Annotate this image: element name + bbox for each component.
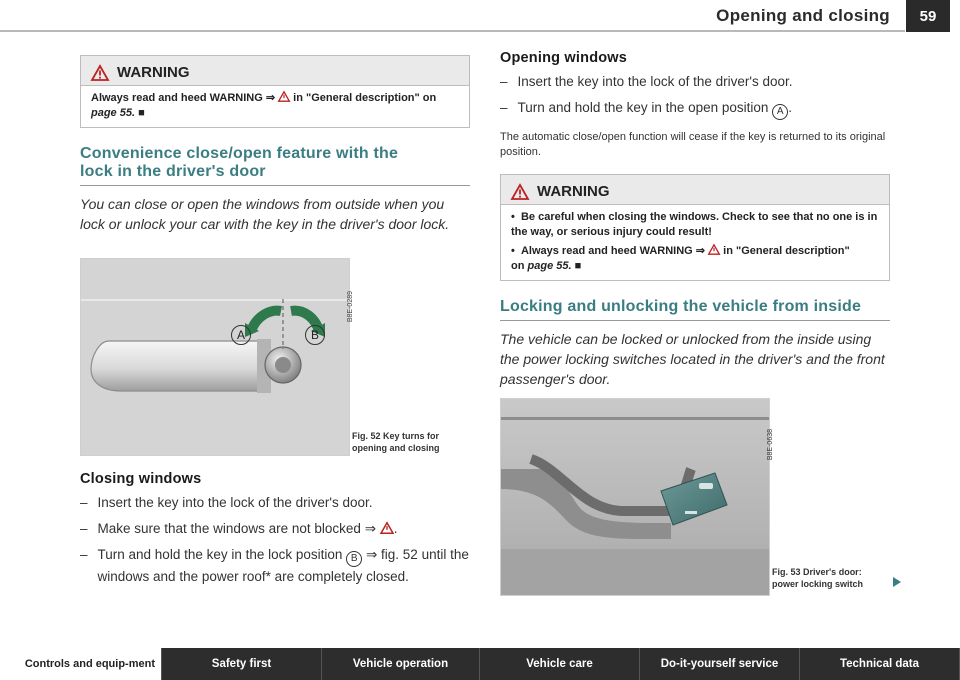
arrow-right-icon: ⇒	[365, 547, 378, 562]
footer-navigation	[0, 648, 960, 680]
warning-header	[501, 175, 889, 204]
warning-triangle-icon	[511, 184, 529, 200]
list-item	[80, 545, 470, 587]
step-text: Insert the key into the lock of the driver's door.	[517, 74, 793, 89]
figure-53-caption	[772, 566, 880, 590]
warning-box-2	[500, 174, 890, 281]
end-of-section-icon: ■	[574, 260, 582, 272]
caption-text: Key turns for opening and closing	[352, 431, 440, 453]
section-closing-windows	[80, 471, 470, 587]
warning-triangle-icon	[380, 522, 394, 534]
section-convenience	[80, 145, 470, 234]
figure-reference-link[interactable]: fig. 52	[381, 547, 418, 562]
subsection-title: Opening windows	[500, 50, 628, 66]
figure-52-image	[80, 258, 354, 456]
list-item: – Make sure that the windows are not blocked ⇒ .	[80, 519, 470, 539]
list-item: – Turn and hold the key in the open position A .	[500, 98, 890, 120]
step-text: Make sure that the windows are not blocked	[97, 521, 361, 536]
fig-label-a: A	[231, 325, 251, 345]
warning-text	[501, 204, 889, 280]
warning-bullet: • Always read and heed WARNING ⇒ in "General description" on page 55. ■	[511, 245, 850, 272]
tab-controls-equipment[interactable]: Controls and equip-ment	[0, 648, 162, 680]
list-item	[500, 72, 890, 92]
dash-bullet: –	[500, 100, 508, 115]
continue-arrow-icon	[892, 575, 902, 593]
opening-note: The automatic close/open function will cease if the key is returned to its original position.	[500, 131, 886, 158]
fig-label-b: B	[305, 325, 325, 345]
warning-bullet: • Be careful when closing the windows. Check to see that no one is in the way, or serious injury could result!	[511, 211, 878, 238]
door-handle-illustration	[81, 259, 349, 455]
section-rule	[500, 320, 890, 321]
warning-triangle-icon	[708, 244, 720, 255]
step-text: Insert the key into the lock of the driver's door.	[97, 495, 373, 510]
step-text: Turn and hold the key in the lock position	[97, 547, 343, 562]
dash-bullet: –	[80, 495, 88, 510]
tab-vehicle-operation[interactable]: Vehicle operation	[322, 648, 480, 680]
figure-53-image	[500, 398, 774, 596]
position-a-icon: A	[772, 104, 788, 120]
arrow-right-icon: ⇒	[265, 92, 276, 104]
dash-bullet: –	[80, 547, 88, 562]
caption-text: Driver's door: power locking switch	[772, 567, 864, 589]
warning-text-part: in "General description" on	[293, 92, 437, 104]
warning-triangle-icon	[278, 91, 290, 102]
warning-triangle-icon	[91, 65, 109, 81]
section-intro: You can close or open the windows from outside when you lock or unlock your car with the key in the driver's door lock.	[80, 196, 450, 232]
subsection-title: Closing windows	[80, 471, 202, 487]
tab-vehicle-care[interactable]: Vehicle care	[480, 648, 640, 680]
end-of-section-icon: ■	[138, 107, 145, 119]
step-text: Turn and hold the key in the open position	[517, 100, 769, 115]
arrow-right-icon: ⇒	[695, 245, 706, 257]
figure-52-caption	[352, 430, 460, 454]
section-opening-windows	[500, 50, 890, 160]
page-number: 59	[906, 0, 950, 32]
warning-bullet-text: Always read and heed WARNING	[520, 245, 693, 257]
page-reference-link[interactable]: page 55.	[91, 107, 136, 119]
section-title-line: lock in the driver's door	[80, 163, 266, 180]
door-switch-illustration	[501, 399, 769, 595]
warning-bullet-text: in "General description"	[723, 245, 850, 257]
section-title: Locking and unlocking the vehicle from inside	[500, 298, 862, 315]
list-item	[80, 493, 470, 513]
dash-bullet: –	[500, 74, 508, 89]
tab-do-it-yourself[interactable]: Do-it-yourself service	[640, 648, 800, 680]
section-title	[80, 145, 470, 181]
step-text: until the windows and the power roof* are completely closed.	[97, 547, 469, 584]
section-title-line: Convenience close/open feature with the	[80, 145, 399, 162]
figure-code: B8E-0638	[767, 429, 774, 461]
warning-box-1	[80, 55, 470, 128]
closing-steps	[80, 493, 470, 587]
warning-text	[81, 85, 469, 127]
warning-label: WARNING	[117, 64, 190, 81]
warning-bullet-text: Be careful when closing the windows. Check to see that no one is in the way, or serious injury could result!	[511, 211, 878, 238]
section-rule	[80, 185, 470, 186]
page-reference-link[interactable]: page 55.	[527, 260, 572, 272]
section-locking	[500, 298, 890, 389]
tab-safety-first[interactable]: Safety first	[162, 648, 322, 680]
header-rule	[0, 30, 905, 32]
dash-bullet: –	[80, 521, 88, 536]
warning-label: WARNING	[537, 183, 610, 200]
caption-number: Fig. 53	[772, 567, 801, 577]
page-header-title: Opening and closing	[716, 6, 890, 25]
warning-bullet-text: on	[511, 260, 525, 272]
arrow-right-icon: ⇒	[364, 521, 376, 536]
warning-text-part: Always read and heed WARNING	[91, 92, 263, 104]
tab-technical-data[interactable]: Technical data	[800, 648, 960, 680]
caption-number: Fig. 52	[352, 431, 381, 441]
warning-header	[81, 56, 469, 85]
position-b-icon: B	[346, 551, 362, 567]
opening-steps	[500, 72, 890, 120]
figure-code: B8E-0289	[347, 291, 354, 323]
section-intro: The vehicle can be locked or unlocked from the inside using the power locking switches located in the driver's and the front passenger's door.	[500, 331, 885, 387]
